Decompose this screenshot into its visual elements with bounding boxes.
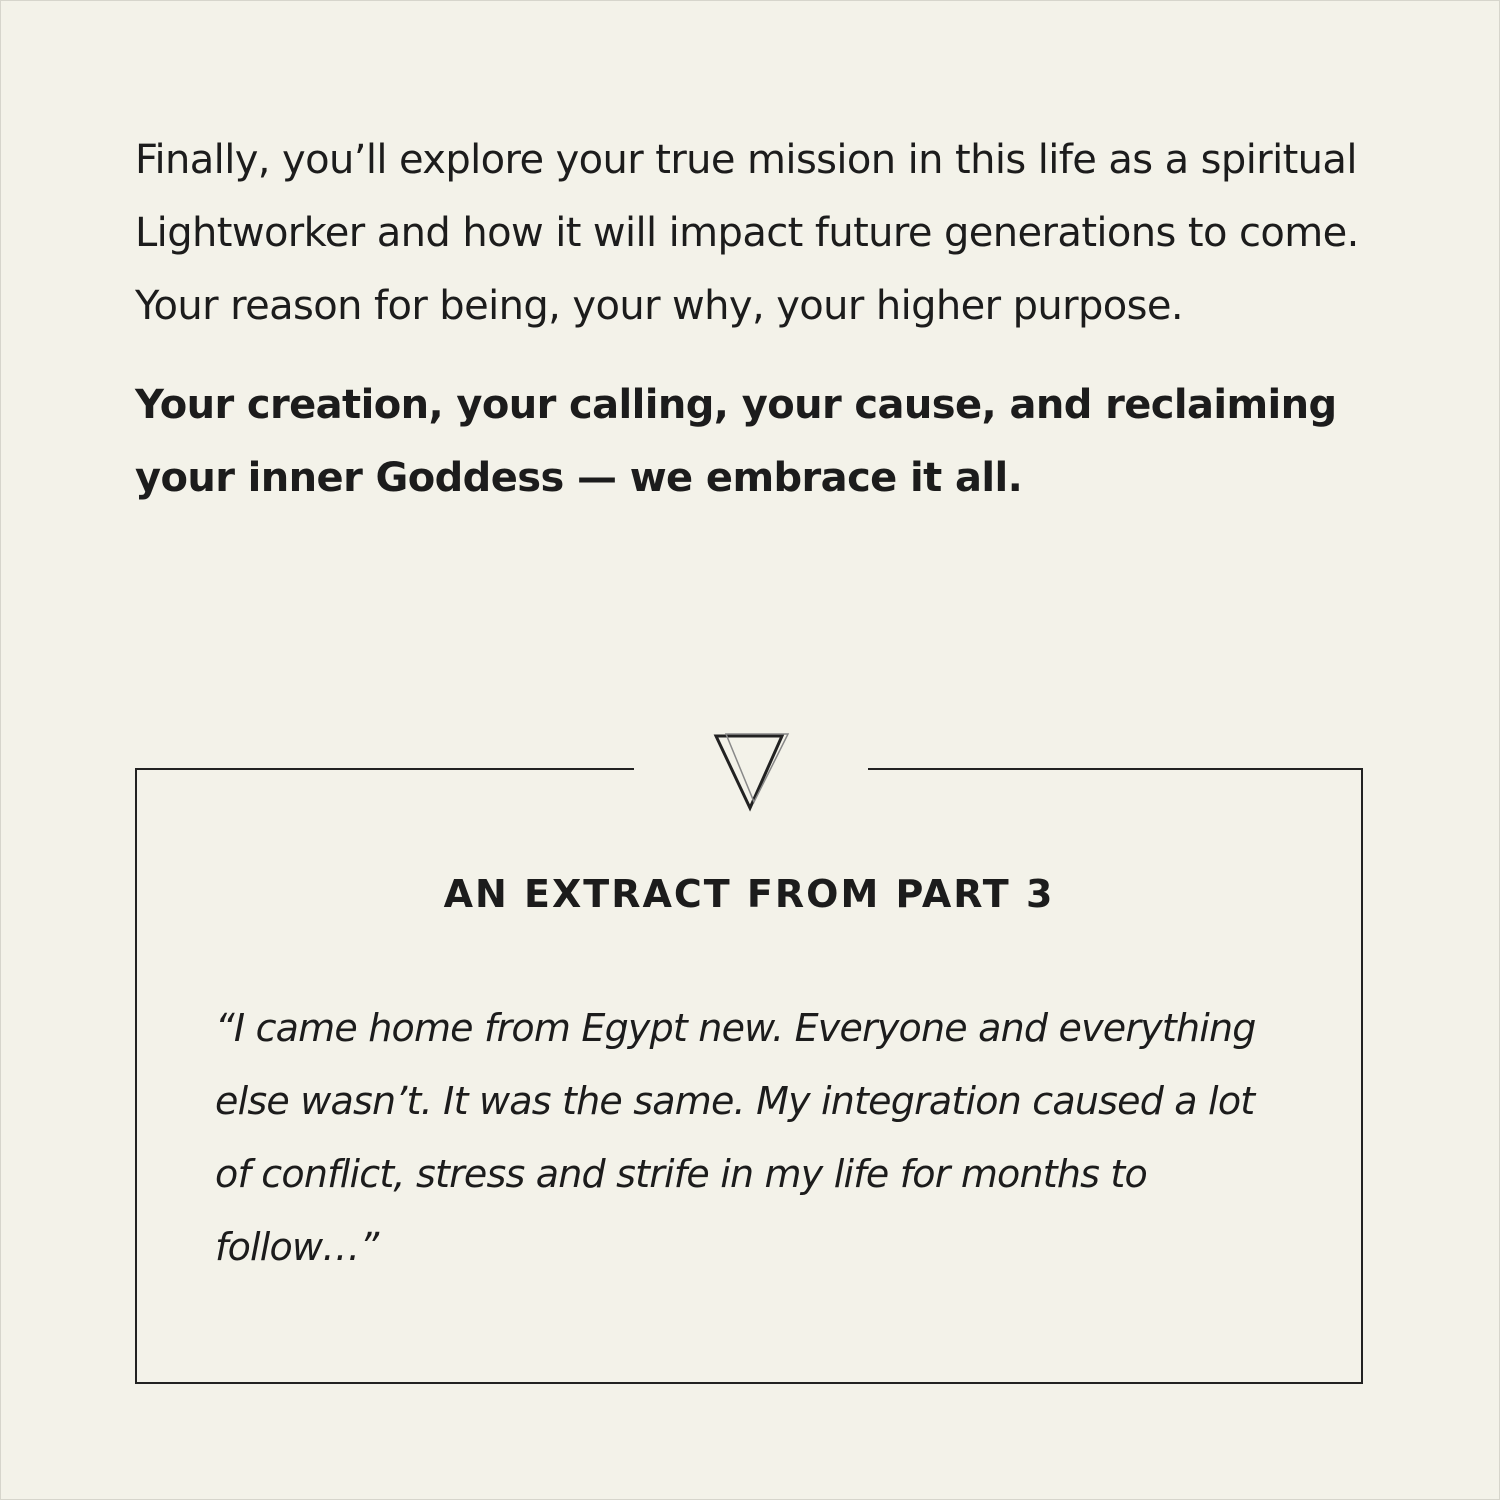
triangle-icon (712, 728, 792, 812)
extract-box (135, 768, 1363, 1384)
extract-title: AN EXTRACT FROM PART 3 (443, 872, 1055, 916)
intro-paragraph: Finally, you’ll explore your true mission in this life as a spiritual Lightworker and how it will impact future generations to come. Your reason for being, your why, your higher purpose. (135, 137, 1359, 329)
article-body (135, 124, 1375, 515)
extract-quote: “I came home from Egypt new. Everyone and everything else wasn’t. It was the same. My integration caused a lot of conflict, stress and strife in my life for months to follow…” (215, 1006, 1256, 1269)
emphasis-paragraph: Your creation, your calling, your cause, and reclaiming your inner Goddess — we embrace it all. (135, 382, 1337, 501)
